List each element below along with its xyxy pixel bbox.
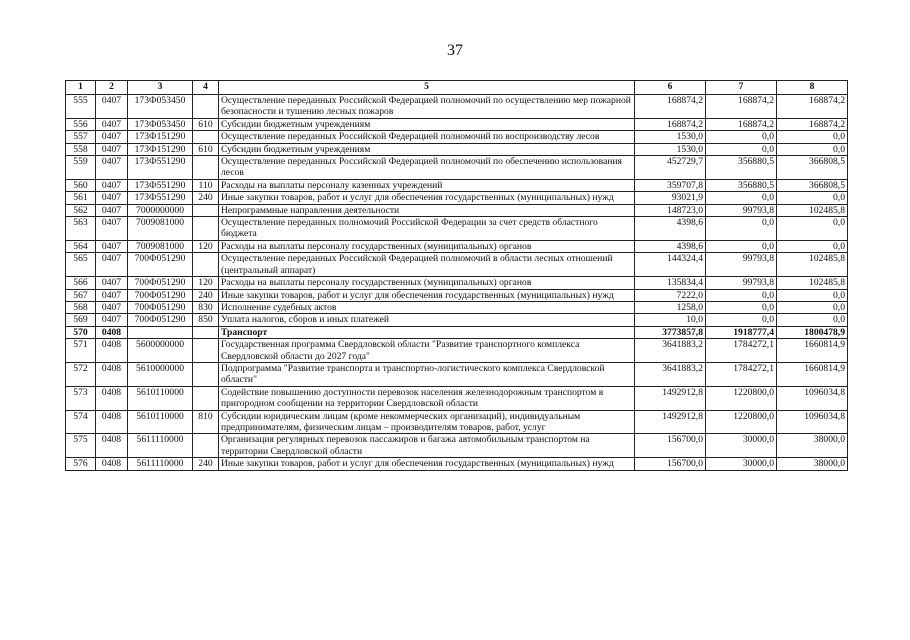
expense-type-code: [193, 204, 219, 216]
expense-type-code: [193, 434, 219, 458]
item-name: Транспорт: [219, 326, 635, 338]
section-code: 0407: [96, 217, 128, 241]
row-number: 562: [66, 204, 96, 216]
section-code: 0407: [96, 179, 128, 191]
amount-col-6: 359707,8: [635, 179, 706, 191]
table-row: [66, 339, 848, 363]
row-number: 574: [66, 410, 96, 434]
amount-col-8: 1660814,9: [777, 339, 848, 363]
amount-col-8: 0,0: [777, 217, 848, 241]
expense-type-code: 120: [193, 240, 219, 252]
item-name: Расходы на выплаты персоналу государственных (муниципальных) органов: [219, 277, 635, 289]
target-article-code: [128, 326, 193, 338]
expense-type-code: 240: [193, 458, 219, 470]
amount-col-6: 168874,2: [635, 95, 706, 119]
item-name: Иные закупки товаров, работ и услуг для обеспечения государственных (муниципальных) нужд: [219, 289, 635, 301]
table-body: [66, 95, 848, 471]
amount-col-7: 1220800,0: [706, 386, 777, 410]
target-article-code: 7009081000: [128, 240, 193, 252]
header-row: [66, 81, 848, 95]
target-article-code: 173Ф551290: [128, 192, 193, 204]
amount-col-6: 1530,0: [635, 131, 706, 143]
amount-col-7: 1784272,1: [706, 339, 777, 363]
target-article-code: 7000000000: [128, 204, 193, 216]
target-article-code: 5610110000: [128, 386, 193, 410]
item-name: Субсидии бюджетным учреждениям: [219, 143, 635, 155]
amount-col-8: 1800478,9: [777, 326, 848, 338]
amount-col-6: 93021,9: [635, 192, 706, 204]
budget-table: [65, 80, 848, 471]
row-number: 564: [66, 240, 96, 252]
amount-col-7: 168874,2: [706, 95, 777, 119]
expense-type-code: 830: [193, 301, 219, 313]
amount-col-7: 0,0: [706, 143, 777, 155]
section-code: 0407: [96, 156, 128, 180]
amount-col-7: 1918777,4: [706, 326, 777, 338]
amount-col-6: 168874,2: [635, 118, 706, 130]
amount-col-7: 0,0: [706, 131, 777, 143]
page-number: 37: [447, 42, 463, 59]
item-name: Исполнение судебных актов: [219, 301, 635, 313]
section-code: 0408: [96, 362, 128, 386]
amount-col-7: 356880,5: [706, 179, 777, 191]
table-row: [66, 314, 848, 326]
section-code: 0408: [96, 326, 128, 338]
amount-col-8: 168874,2: [777, 118, 848, 130]
amount-col-7: 30000,0: [706, 434, 777, 458]
expense-type-code: [193, 253, 219, 277]
section-code: 0407: [96, 240, 128, 252]
row-number: 566: [66, 277, 96, 289]
item-name: Осуществление переданных Российской Федерацией полномочий по осуществлению мер пожарной безопасности и тушению лесных пожаров: [219, 95, 635, 119]
table-row: [66, 143, 848, 155]
row-number: 560: [66, 179, 96, 191]
amount-col-8: 366808,5: [777, 179, 848, 191]
section-code: 0407: [96, 314, 128, 326]
section-code: 0407: [96, 301, 128, 313]
target-article-code: 5610110000: [128, 410, 193, 434]
item-name: Иные закупки товаров, работ и услуг для обеспечения государственных (муниципальных) нужд: [219, 192, 635, 204]
item-name: Расходы на выплаты персоналу государственных (муниципальных) органов: [219, 240, 635, 252]
amount-col-6: 3641883,2: [635, 362, 706, 386]
amount-col-6: 10,0: [635, 314, 706, 326]
expense-type-code: 240: [193, 289, 219, 301]
expense-type-code: 610: [193, 143, 219, 155]
table-row: [66, 95, 848, 119]
table-row: [66, 277, 848, 289]
section-code: 0408: [96, 386, 128, 410]
expense-type-code: 120: [193, 277, 219, 289]
amount-col-8: 0,0: [777, 240, 848, 252]
target-article-code: 700Ф051290: [128, 289, 193, 301]
column-header: 7: [706, 81, 777, 95]
expense-type-code: 810: [193, 410, 219, 434]
column-header: 5: [219, 81, 635, 95]
amount-col-8: 102485,8: [777, 277, 848, 289]
amount-col-7: 0,0: [706, 314, 777, 326]
item-name: Субсидии бюджетным учреждениям: [219, 118, 635, 130]
expense-type-code: [193, 362, 219, 386]
amount-col-6: 144324,4: [635, 253, 706, 277]
item-name: Иные закупки товаров, работ и услуг для обеспечения государственных (муниципальных) нужд: [219, 458, 635, 470]
amount-col-7: 1784272,1: [706, 362, 777, 386]
section-code: 0408: [96, 339, 128, 363]
table-row: [66, 289, 848, 301]
amount-col-8: 0,0: [777, 143, 848, 155]
amount-col-6: 1492912,8: [635, 410, 706, 434]
amount-col-6: 1492912,8: [635, 386, 706, 410]
target-article-code: 700Ф051290: [128, 301, 193, 313]
section-code: 0407: [96, 131, 128, 143]
column-header: 4: [193, 81, 219, 95]
row-number: 567: [66, 289, 96, 301]
amount-col-6: 135834,4: [635, 277, 706, 289]
table-row: [66, 192, 848, 204]
table-row: [66, 179, 848, 191]
amount-col-6: 1258,0: [635, 301, 706, 313]
table-row: [66, 301, 848, 313]
amount-col-7: 0,0: [706, 289, 777, 301]
item-name: Осуществление переданных полномочий Российской Федерации за счет средств областного бюджета: [219, 217, 635, 241]
amount-col-7: 356880,5: [706, 156, 777, 180]
item-name: Расходы на выплаты персоналу казенных учреждений: [219, 179, 635, 191]
expense-type-code: 610: [193, 118, 219, 130]
amount-col-8: 0,0: [777, 192, 848, 204]
amount-col-6: 148723,0: [635, 204, 706, 216]
amount-col-6: 452729,7: [635, 156, 706, 180]
row-number: 568: [66, 301, 96, 313]
expense-type-code: 850: [193, 314, 219, 326]
row-number: 555: [66, 95, 96, 119]
row-number: 559: [66, 156, 96, 180]
column-header: 2: [96, 81, 128, 95]
amount-col-6: 3641883,2: [635, 339, 706, 363]
expense-type-code: [193, 326, 219, 338]
item-name: Подпрограмма "Развитие транспорта и транспортно-логистического комплекса Свердловской области": [219, 362, 635, 386]
section-code: 0407: [96, 118, 128, 130]
target-article-code: 7009081000: [128, 217, 193, 241]
column-header: 3: [128, 81, 193, 95]
amount-col-7: 30000,0: [706, 458, 777, 470]
item-name: Содействие повышению доступности перевозок населения железнодорожным транспортом в пригородном сообщении на территории Свердловской области: [219, 386, 635, 410]
item-name: Субсидии юридическим лицам (кроме некоммерческих организаций), индивидуальным предпринимателям, физическим лицам – производителям товаров, работ, услуг: [219, 410, 635, 434]
section-code: 0407: [96, 192, 128, 204]
section-code: 0407: [96, 204, 128, 216]
expense-type-code: [193, 131, 219, 143]
row-number: 576: [66, 458, 96, 470]
section-code: 0407: [96, 143, 128, 155]
row-number: 572: [66, 362, 96, 386]
table-row: [66, 131, 848, 143]
target-article-code: 700Ф051290: [128, 253, 193, 277]
row-number: 556: [66, 118, 96, 130]
table-row: [66, 118, 848, 130]
amount-col-7: 99793,8: [706, 253, 777, 277]
target-article-code: 173Ф053450: [128, 118, 193, 130]
amount-col-8: 38000,0: [777, 458, 848, 470]
target-article-code: 173Ф551290: [128, 156, 193, 180]
table-row: [66, 434, 848, 458]
section-code: 0408: [96, 458, 128, 470]
amount-col-8: 366808,5: [777, 156, 848, 180]
expense-type-code: [193, 95, 219, 119]
target-article-code: 173Ф551290: [128, 179, 193, 191]
item-name: Осуществление переданных Российской Федерацией полномочий по воспроизводству лесов: [219, 131, 635, 143]
row-number: 561: [66, 192, 96, 204]
amount-col-8: 1096034,8: [777, 410, 848, 434]
table-row: [66, 326, 848, 338]
amount-col-7: 0,0: [706, 301, 777, 313]
row-number: 569: [66, 314, 96, 326]
section-code: 0407: [96, 277, 128, 289]
amount-col-8: 102485,8: [777, 253, 848, 277]
amount-col-6: 156700,0: [635, 458, 706, 470]
target-article-code: 5600000000: [128, 339, 193, 363]
item-name: Организация регулярных перевозок пассажиров и багажа автомобильным транспортом на территории Свердловской области: [219, 434, 635, 458]
section-code: 0407: [96, 289, 128, 301]
item-name: Непрограммные направления деятельности: [219, 204, 635, 216]
row-number: 557: [66, 131, 96, 143]
amount-col-8: 168874,2: [777, 95, 848, 119]
amount-col-6: 3773857,8: [635, 326, 706, 338]
row-number: 575: [66, 434, 96, 458]
expense-type-code: [193, 217, 219, 241]
amount-col-8: 0,0: [777, 301, 848, 313]
amount-col-6: 7222,0: [635, 289, 706, 301]
table-row: [66, 386, 848, 410]
table-row: [66, 156, 848, 180]
table-row: [66, 217, 848, 241]
amount-col-8: 1660814,9: [777, 362, 848, 386]
amount-col-8: 102485,8: [777, 204, 848, 216]
row-number: 558: [66, 143, 96, 155]
target-article-code: 700Ф051290: [128, 314, 193, 326]
row-number: 563: [66, 217, 96, 241]
target-article-code: 173Ф151290: [128, 131, 193, 143]
amount-col-8: 1096034,8: [777, 386, 848, 410]
amount-col-6: 4398,6: [635, 240, 706, 252]
column-header: 6: [635, 81, 706, 95]
amount-col-6: 4398,6: [635, 217, 706, 241]
column-header: 1: [66, 81, 96, 95]
amount-col-7: 1220800,0: [706, 410, 777, 434]
table-row: [66, 240, 848, 252]
row-number: 571: [66, 339, 96, 363]
amount-col-7: 99793,8: [706, 204, 777, 216]
expense-type-code: [193, 386, 219, 410]
target-article-code: 173Ф151290: [128, 143, 193, 155]
amount-col-7: 99793,8: [706, 277, 777, 289]
item-name: Осуществление переданных Российской Федерацией полномочий по обеспечению использования лесов: [219, 156, 635, 180]
target-article-code: 5610000000: [128, 362, 193, 386]
target-article-code: 700Ф051290: [128, 277, 193, 289]
expense-type-code: 110: [193, 179, 219, 191]
amount-col-8: 0,0: [777, 131, 848, 143]
item-name: Государственная программа Свердловской области "Развитие транспортного комплекса Свердловской области до 2027 года": [219, 339, 635, 363]
expense-type-code: [193, 339, 219, 363]
amount-col-7: 0,0: [706, 217, 777, 241]
row-number: 573: [66, 386, 96, 410]
table-row: [66, 410, 848, 434]
table-row: [66, 458, 848, 470]
column-header: 8: [777, 81, 848, 95]
target-article-code: 5611110000: [128, 458, 193, 470]
target-article-code: 5611110000: [128, 434, 193, 458]
amount-col-7: 0,0: [706, 192, 777, 204]
amount-col-7: 168874,2: [706, 118, 777, 130]
item-name: Уплата налогов, сборов и иных платежей: [219, 314, 635, 326]
section-code: 0408: [96, 434, 128, 458]
section-code: 0407: [96, 95, 128, 119]
row-number: 570: [66, 326, 96, 338]
amount-col-6: 1530,0: [635, 143, 706, 155]
table-row: [66, 204, 848, 216]
expense-type-code: 240: [193, 192, 219, 204]
item-name: Осуществление переданных Российской Федерацией полномочий в области лесных отношений (центральный аппарат): [219, 253, 635, 277]
amount-col-8: 0,0: [777, 289, 848, 301]
amount-col-8: 38000,0: [777, 434, 848, 458]
table-row: [66, 253, 848, 277]
section-code: 0407: [96, 253, 128, 277]
amount-col-8: 0,0: [777, 314, 848, 326]
amount-col-7: 0,0: [706, 240, 777, 252]
expense-type-code: [193, 156, 219, 180]
target-article-code: 173Ф053450: [128, 95, 193, 119]
amount-col-6: 156700,0: [635, 434, 706, 458]
row-number: 565: [66, 253, 96, 277]
section-code: 0408: [96, 410, 128, 434]
table-row: [66, 362, 848, 386]
